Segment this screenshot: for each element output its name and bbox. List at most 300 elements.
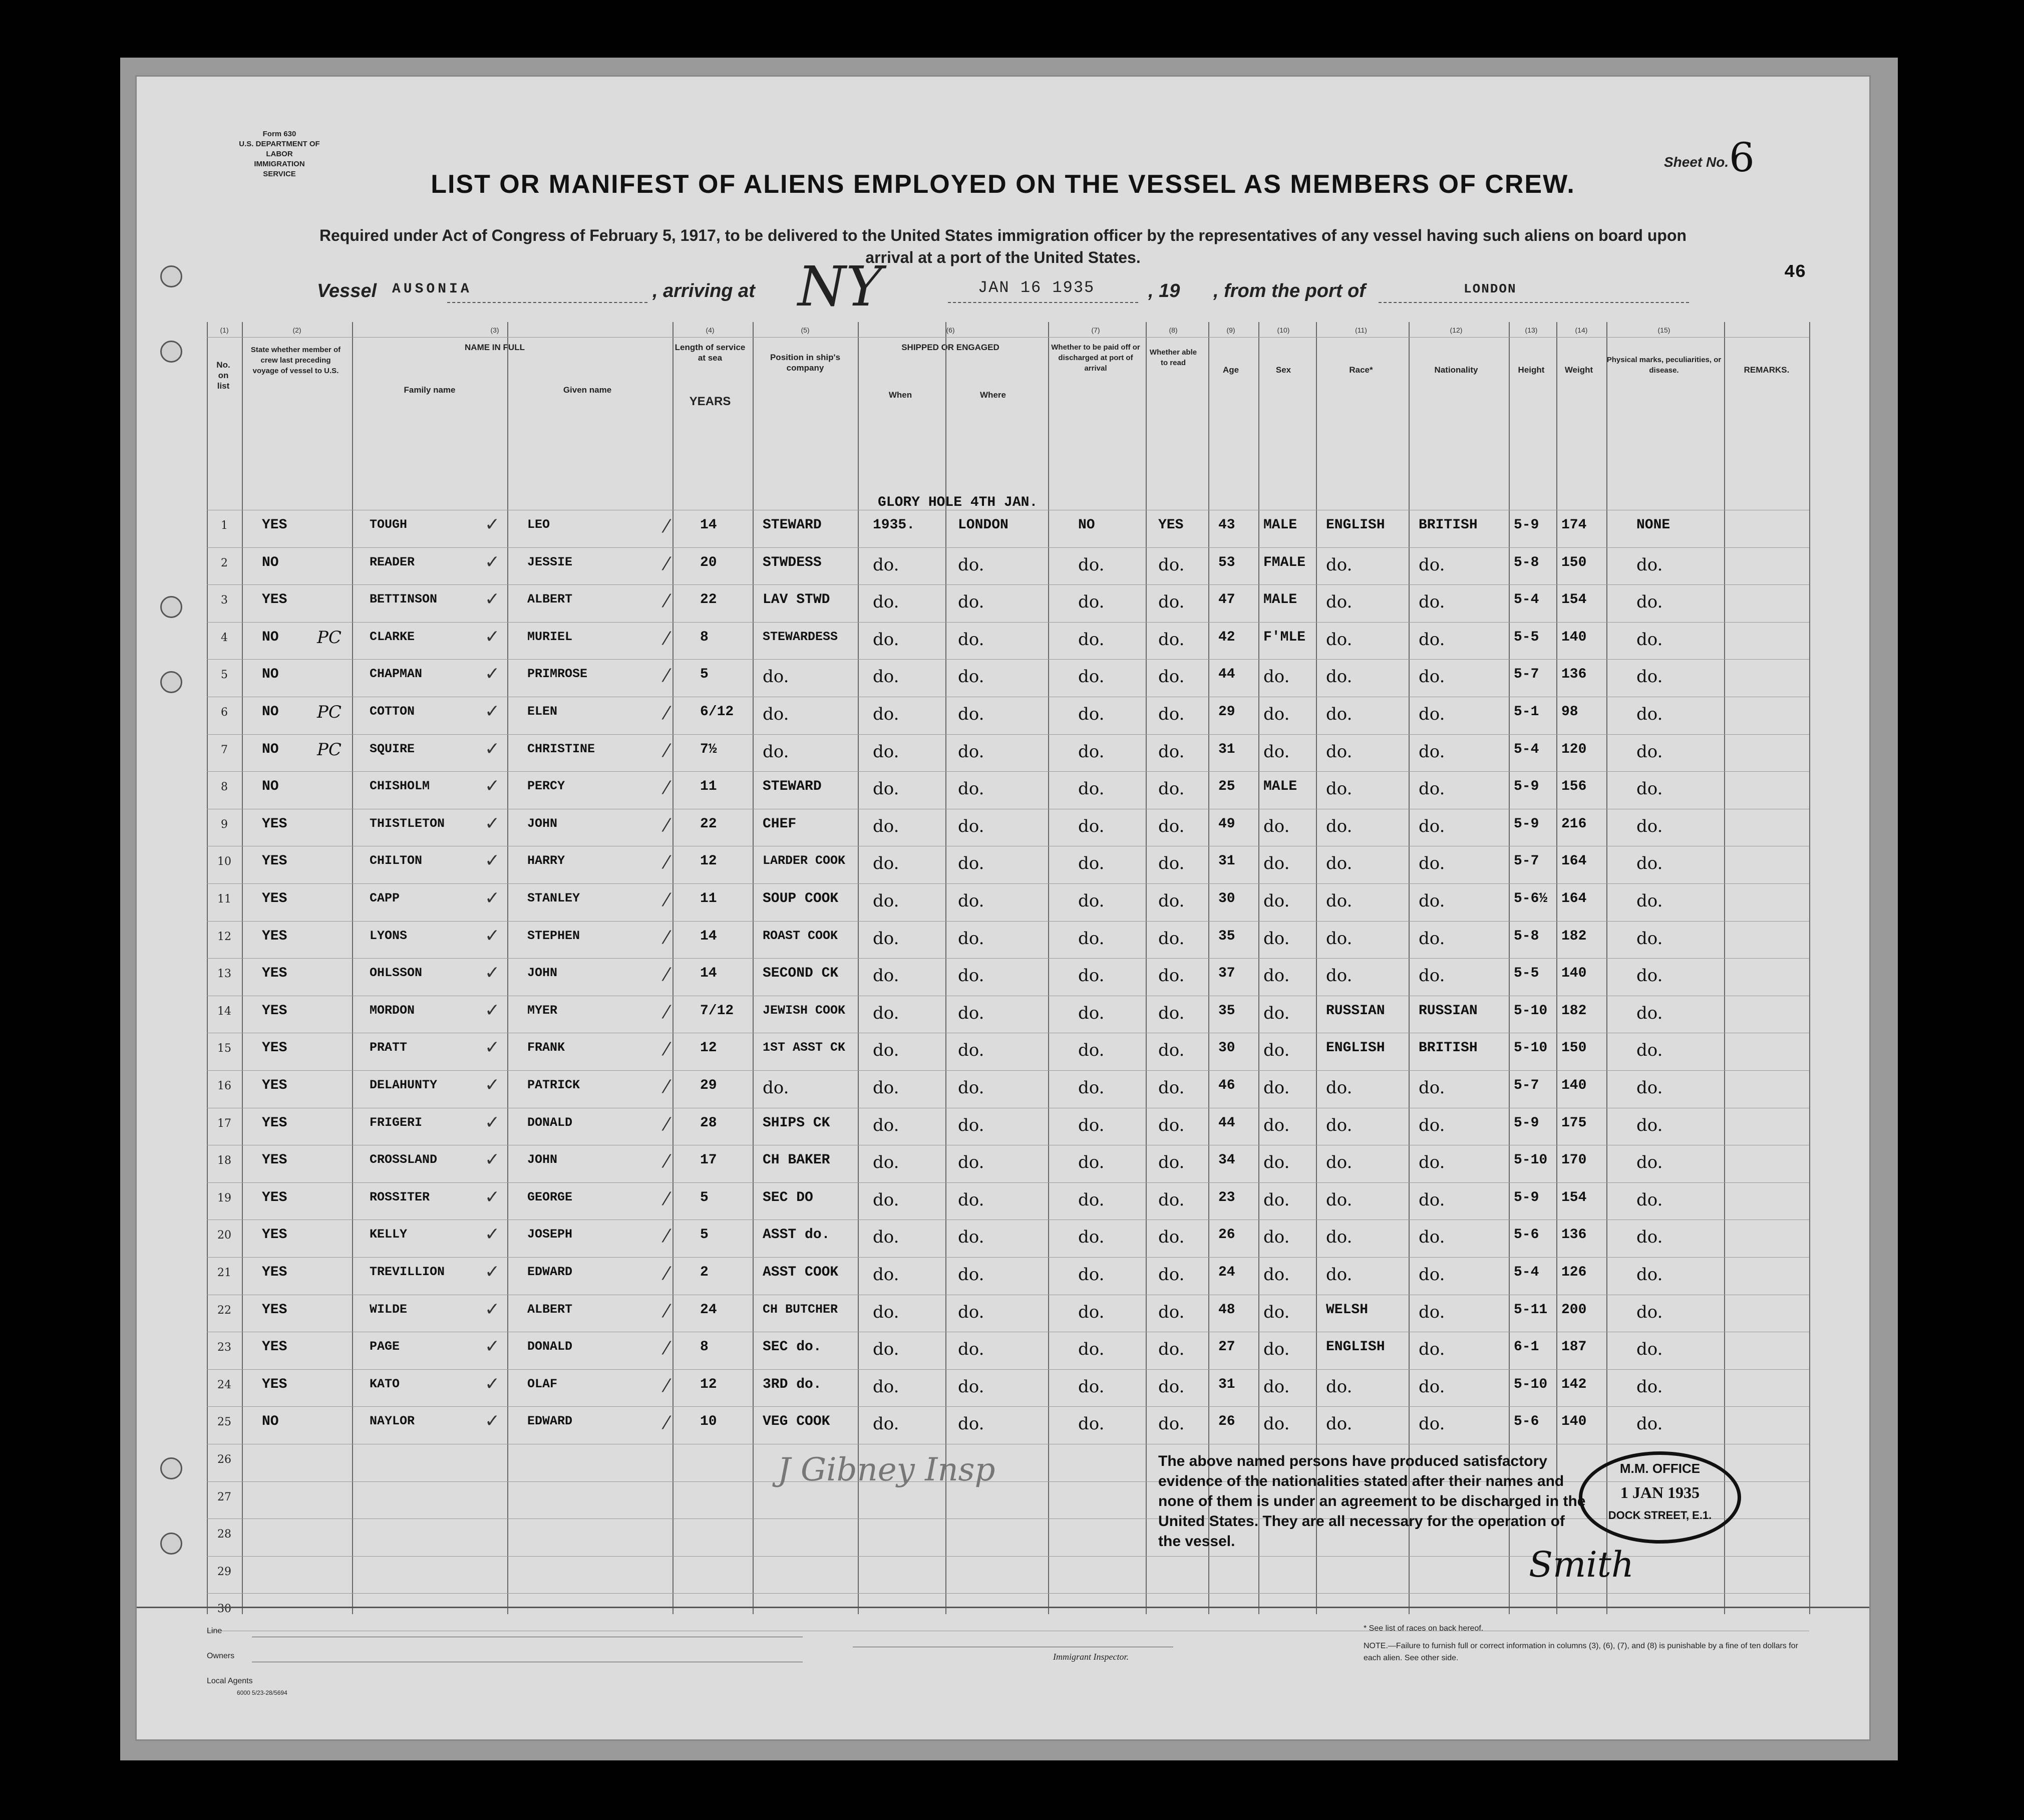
row-rule bbox=[207, 921, 1809, 922]
weight: 150 bbox=[1561, 1040, 1587, 1056]
weight: 182 bbox=[1561, 928, 1587, 944]
family-name: TOUGH bbox=[370, 517, 408, 532]
prev-voyage: YES bbox=[262, 1302, 287, 1318]
weight: 187 bbox=[1561, 1339, 1587, 1355]
race: do. bbox=[1326, 779, 1353, 799]
position: CH BUTCHER bbox=[763, 1302, 838, 1317]
position: SEC DO bbox=[763, 1189, 813, 1205]
position: STEWARDESS bbox=[763, 629, 838, 644]
physical-marks: do. bbox=[1636, 1040, 1663, 1061]
check-mark: ✓ bbox=[485, 701, 500, 722]
able-to-read: do. bbox=[1158, 1414, 1185, 1434]
prev-voyage: NO bbox=[262, 629, 279, 645]
physical-marks: NONE bbox=[1636, 517, 1670, 533]
shipped-when: do. bbox=[873, 554, 899, 575]
master-signature: Smith bbox=[1529, 1544, 1634, 1585]
age: 34 bbox=[1218, 1152, 1235, 1168]
nationality: do. bbox=[1419, 1078, 1445, 1098]
shipped-where: do. bbox=[958, 1115, 984, 1135]
age: 42 bbox=[1218, 629, 1235, 645]
family-name: CHAPMAN bbox=[370, 667, 423, 682]
from-label: , from the port of bbox=[1213, 280, 1366, 301]
shipped-when: do. bbox=[873, 1302, 899, 1322]
physical-marks: do. bbox=[1636, 1003, 1663, 1023]
height: 5-6 bbox=[1514, 1227, 1539, 1243]
column-rule bbox=[1146, 322, 1147, 1614]
footer-line-label: Line bbox=[207, 1627, 222, 1635]
manifest-sheet bbox=[135, 75, 1871, 1741]
department-name: U.S. DEPARTMENT OF LABOR bbox=[239, 140, 320, 158]
age: 46 bbox=[1218, 1078, 1235, 1093]
physical-marks: do. bbox=[1636, 966, 1663, 986]
column-rule bbox=[753, 322, 754, 1614]
able-to-read: do. bbox=[1158, 928, 1185, 949]
col-header-no: No. on list bbox=[216, 360, 230, 391]
prev-voyage: YES bbox=[262, 1078, 287, 1093]
nationality: do. bbox=[1419, 816, 1445, 836]
given-name: JOHN bbox=[527, 816, 558, 831]
age: 30 bbox=[1218, 1040, 1235, 1056]
column-number: (15) bbox=[1657, 326, 1670, 334]
race: do. bbox=[1326, 1078, 1353, 1098]
column-rule bbox=[858, 322, 859, 1614]
paid-off: do. bbox=[1078, 928, 1105, 949]
footer-agents-label: Local Agents bbox=[207, 1677, 253, 1685]
shipped-when: do. bbox=[873, 667, 899, 687]
family-name: PAGE bbox=[370, 1339, 400, 1354]
row-rule bbox=[207, 1593, 1809, 1594]
given-name: JESSIE bbox=[527, 554, 573, 569]
col-header-nationality: Nationality bbox=[1434, 365, 1478, 375]
column-rule bbox=[207, 322, 208, 1614]
nationality: BRITISH bbox=[1419, 517, 1478, 533]
physical-marks: do. bbox=[1636, 1265, 1663, 1285]
age: 30 bbox=[1218, 891, 1235, 906]
row-number: 17 bbox=[217, 1117, 231, 1130]
physical-marks: do. bbox=[1636, 1339, 1663, 1360]
family-name: READER bbox=[370, 554, 415, 569]
weight: 126 bbox=[1561, 1265, 1587, 1280]
col-header-given: Given name bbox=[563, 385, 612, 395]
prev-voyage: YES bbox=[262, 1152, 287, 1168]
nationality: do. bbox=[1419, 592, 1445, 613]
position: 3RD do. bbox=[763, 1376, 822, 1392]
check-mark: ✓ bbox=[485, 551, 500, 572]
shipped-where: do. bbox=[958, 1189, 984, 1210]
prev-voyage: YES bbox=[262, 816, 287, 832]
row-number: 9 bbox=[221, 818, 228, 831]
able-to-read: do. bbox=[1158, 1189, 1185, 1210]
column-rule bbox=[242, 322, 243, 1614]
column-number: (10) bbox=[1277, 326, 1290, 334]
height: 5-10 bbox=[1514, 1152, 1548, 1168]
able-to-read: YES bbox=[1158, 517, 1184, 533]
given-name: GEORGE bbox=[527, 1189, 573, 1204]
height: 5-4 bbox=[1514, 1265, 1539, 1280]
weight: 140 bbox=[1561, 1414, 1587, 1430]
row-number: 24 bbox=[217, 1378, 231, 1391]
shipped-when: do. bbox=[873, 816, 899, 836]
column-rule bbox=[1409, 322, 1410, 1614]
family-name: CHISHOLM bbox=[370, 779, 430, 794]
weight: 136 bbox=[1561, 667, 1587, 683]
shipped-note: GLORY HOLE 4TH JAN. bbox=[878, 495, 1038, 510]
tick-mark: ⁄ bbox=[665, 628, 668, 649]
shipped-where: do. bbox=[958, 1003, 984, 1023]
able-to-read: do. bbox=[1158, 816, 1185, 836]
page-subtitle: Required under Act of Congress of February 5, 1917, to be delivered to the United States immigration officer by the representatives of any vessel having such aliens on board upon arrival at a port of the United States. bbox=[319, 226, 1687, 266]
prev-voyage: YES bbox=[262, 1227, 287, 1243]
sex: MALE bbox=[1263, 517, 1297, 533]
row-number: 16 bbox=[217, 1080, 231, 1092]
weight: 150 bbox=[1561, 554, 1587, 570]
race: do. bbox=[1326, 891, 1353, 911]
weight: 140 bbox=[1561, 629, 1587, 645]
service-length: 5 bbox=[700, 1189, 709, 1205]
row-number: 23 bbox=[217, 1341, 231, 1354]
able-to-read: do. bbox=[1158, 1115, 1185, 1135]
shipped-where: do. bbox=[958, 928, 984, 949]
check-mark: ✓ bbox=[485, 776, 500, 797]
age: 44 bbox=[1218, 1115, 1235, 1131]
weight: 154 bbox=[1561, 592, 1587, 608]
physical-marks: do. bbox=[1636, 1078, 1663, 1098]
position: ROAST COOK bbox=[763, 928, 838, 943]
service-length: 14 bbox=[700, 966, 717, 982]
age: 48 bbox=[1218, 1302, 1235, 1318]
sex: do. bbox=[1263, 816, 1290, 836]
race: do. bbox=[1326, 1115, 1353, 1135]
pc-annotation: PC bbox=[317, 627, 342, 648]
col-header-read: Whether able to read bbox=[1149, 348, 1197, 367]
shipped-when: do. bbox=[873, 1376, 899, 1397]
sex: do. bbox=[1263, 1376, 1290, 1397]
race: ENGLISH bbox=[1326, 1040, 1385, 1056]
given-name: EDWARD bbox=[527, 1414, 573, 1429]
paid-off: do. bbox=[1078, 629, 1105, 650]
position: LARDER COOK bbox=[763, 853, 846, 868]
paid-off: NO bbox=[1078, 517, 1095, 533]
shipped-where: do. bbox=[958, 1302, 984, 1322]
prev-voyage: YES bbox=[262, 1376, 287, 1392]
column-rule bbox=[507, 322, 508, 1614]
service-length: 8 bbox=[700, 629, 709, 645]
family-name: KATO bbox=[370, 1376, 400, 1391]
age: 26 bbox=[1218, 1414, 1235, 1430]
row-number: 19 bbox=[217, 1191, 231, 1204]
nationality: do. bbox=[1419, 1189, 1445, 1210]
nationality: do. bbox=[1419, 1376, 1445, 1397]
arriving-label: , arriving at bbox=[652, 280, 755, 301]
given-name: HARRY bbox=[527, 853, 565, 868]
age: 26 bbox=[1218, 1227, 1235, 1243]
prev-voyage: YES bbox=[262, 1003, 287, 1019]
prev-voyage: YES bbox=[262, 966, 287, 982]
column-rule bbox=[1809, 322, 1810, 1614]
shipped-when: do. bbox=[873, 1152, 899, 1173]
col-header-service-unit: YEARS bbox=[689, 395, 731, 408]
prev-voyage: YES bbox=[262, 592, 287, 608]
weight: 98 bbox=[1561, 704, 1578, 720]
physical-marks: do. bbox=[1636, 1414, 1663, 1434]
race: do. bbox=[1326, 1189, 1353, 1210]
col-header-where: Where bbox=[980, 390, 1006, 400]
able-to-read: do. bbox=[1158, 741, 1185, 762]
race: do. bbox=[1326, 592, 1353, 613]
height: 5-5 bbox=[1514, 966, 1539, 982]
position: do. bbox=[763, 704, 789, 724]
service-length: 22 bbox=[700, 816, 717, 832]
prev-voyage: YES bbox=[262, 1265, 287, 1280]
height: 5-6½ bbox=[1514, 891, 1548, 906]
row-number: 28 bbox=[217, 1528, 231, 1541]
row-rule bbox=[207, 1182, 1809, 1183]
prev-voyage: NO bbox=[262, 741, 279, 757]
shipped-when: do. bbox=[873, 1040, 899, 1061]
race: do. bbox=[1326, 741, 1353, 762]
row-rule bbox=[207, 659, 1809, 660]
race: do. bbox=[1326, 966, 1353, 986]
tick-mark: ⁄ bbox=[665, 740, 668, 761]
prev-voyage: NO bbox=[262, 779, 279, 795]
row-number: 5 bbox=[221, 669, 228, 682]
nationality: do. bbox=[1419, 966, 1445, 986]
family-name: CLARKE bbox=[370, 629, 415, 644]
shipped-where: do. bbox=[958, 1265, 984, 1285]
row-number: 20 bbox=[217, 1229, 231, 1242]
paid-off: do. bbox=[1078, 1265, 1105, 1285]
race: do. bbox=[1326, 1265, 1353, 1285]
age: 53 bbox=[1218, 554, 1235, 570]
given-name: PRIMROSE bbox=[527, 667, 588, 682]
family-name: OHLSSON bbox=[370, 966, 423, 981]
weight: 154 bbox=[1561, 1189, 1587, 1205]
physical-marks: do. bbox=[1636, 891, 1663, 911]
family-name: BETTINSON bbox=[370, 592, 438, 607]
physical-marks: do. bbox=[1636, 1152, 1663, 1173]
column-number: (3) bbox=[490, 326, 499, 334]
year-prefix: , 19 bbox=[1148, 280, 1180, 301]
nationality: do. bbox=[1419, 704, 1445, 724]
family-name: CROSSLAND bbox=[370, 1152, 438, 1167]
tick-mark: ⁄ bbox=[665, 965, 668, 986]
weight: 216 bbox=[1561, 816, 1587, 832]
column-number: (12) bbox=[1450, 326, 1463, 334]
prev-voyage: NO bbox=[262, 704, 279, 720]
physical-marks: do. bbox=[1636, 704, 1663, 724]
family-name: MORDON bbox=[370, 1003, 415, 1018]
binder-hole bbox=[160, 265, 182, 287]
physical-marks: do. bbox=[1636, 554, 1663, 575]
age: 23 bbox=[1218, 1189, 1235, 1205]
row-number: 15 bbox=[217, 1042, 231, 1055]
family-name: SQUIRE bbox=[370, 741, 415, 756]
weight: 140 bbox=[1561, 1078, 1587, 1093]
check-mark: ✓ bbox=[485, 1299, 500, 1320]
shipped-where: do. bbox=[958, 629, 984, 650]
paid-off: do. bbox=[1078, 966, 1105, 986]
position: SHIPS CK bbox=[763, 1115, 830, 1131]
weight: 156 bbox=[1561, 779, 1587, 795]
tick-mark: ⁄ bbox=[665, 1002, 668, 1023]
sex: MALE bbox=[1263, 779, 1297, 795]
service-length: 2 bbox=[700, 1265, 709, 1280]
shipped-where: do. bbox=[958, 1040, 984, 1061]
row-rule bbox=[207, 547, 1809, 548]
binder-hole bbox=[160, 341, 182, 363]
family-name: THISTLETON bbox=[370, 816, 445, 831]
family-name: PRATT bbox=[370, 1040, 408, 1055]
age: 35 bbox=[1218, 1003, 1235, 1019]
paid-off: do. bbox=[1078, 1078, 1105, 1098]
tick-mark: ⁄ bbox=[665, 1077, 668, 1097]
given-name: EDWARD bbox=[527, 1265, 573, 1279]
able-to-read: do. bbox=[1158, 1003, 1185, 1023]
column-number: (4) bbox=[706, 326, 715, 334]
prev-voyage: YES bbox=[262, 853, 287, 869]
column-rule bbox=[1208, 322, 1209, 1614]
tick-mark: ⁄ bbox=[665, 1039, 668, 1060]
given-name: CHRISTINE bbox=[527, 741, 595, 756]
age: 37 bbox=[1218, 966, 1235, 982]
physical-marks: do. bbox=[1636, 1189, 1663, 1210]
race: do. bbox=[1326, 1414, 1353, 1434]
position: do. bbox=[763, 1078, 789, 1098]
form-number: Form 630 bbox=[262, 130, 296, 138]
footer-fine-note: NOTE.—Failure to furnish full or correct information in columns (3), (6), (7), and (8) is punishable by a fine of ten dollars for each alien. See other side. bbox=[1364, 1642, 1798, 1662]
row-number: 11 bbox=[217, 893, 231, 905]
physical-marks: do. bbox=[1636, 779, 1663, 799]
nationality: do. bbox=[1419, 667, 1445, 687]
column-rule bbox=[1509, 322, 1510, 1614]
weight: 164 bbox=[1561, 891, 1587, 906]
shipped-where: LONDON bbox=[958, 517, 1008, 533]
service-length: 11 bbox=[700, 779, 717, 795]
given-name: JOHN bbox=[527, 966, 558, 981]
row-number: 22 bbox=[217, 1304, 231, 1317]
stamp-top: M.M. OFFICE bbox=[1619, 1461, 1701, 1476]
height: 5-4 bbox=[1514, 741, 1539, 757]
able-to-read: do. bbox=[1158, 853, 1185, 874]
age: 25 bbox=[1218, 779, 1235, 795]
able-to-read: do. bbox=[1158, 629, 1185, 650]
given-name: ALBERT bbox=[527, 1302, 573, 1317]
column-rule bbox=[1556, 322, 1557, 1614]
sex: do. bbox=[1263, 1189, 1290, 1210]
age: 27 bbox=[1218, 1339, 1235, 1355]
position: CHEF bbox=[763, 816, 797, 832]
position: STWDESS bbox=[763, 554, 822, 570]
paid-off: do. bbox=[1078, 853, 1105, 874]
weight: 136 bbox=[1561, 1227, 1587, 1243]
weight: 182 bbox=[1561, 1003, 1587, 1019]
shipped-where: do. bbox=[958, 1078, 984, 1098]
service-length: 17 bbox=[700, 1152, 717, 1168]
service-length: 29 bbox=[700, 1078, 717, 1093]
shipped-where: do. bbox=[958, 554, 984, 575]
pc-annotation: PC bbox=[317, 739, 342, 760]
check-mark: ✓ bbox=[485, 1112, 500, 1133]
physical-marks: do. bbox=[1636, 1227, 1663, 1248]
height: 5-7 bbox=[1514, 1078, 1539, 1093]
weight: 175 bbox=[1561, 1115, 1587, 1131]
family-name: FRIGERI bbox=[370, 1115, 423, 1130]
physical-marks: do. bbox=[1636, 1302, 1663, 1322]
height: 5-9 bbox=[1514, 816, 1539, 832]
height: 5-9 bbox=[1514, 779, 1539, 795]
check-mark: ✓ bbox=[485, 738, 500, 759]
weight: 120 bbox=[1561, 741, 1587, 757]
column-number: (6) bbox=[946, 326, 955, 334]
tick-mark: ⁄ bbox=[665, 553, 668, 574]
height: 5-1 bbox=[1514, 704, 1539, 720]
sex: do. bbox=[1263, 966, 1290, 986]
paid-off: do. bbox=[1078, 1227, 1105, 1248]
row-rule bbox=[207, 584, 1809, 585]
row-number: 27 bbox=[217, 1490, 231, 1503]
weight: 170 bbox=[1561, 1152, 1587, 1168]
binder-hole bbox=[160, 596, 182, 618]
race: RUSSIAN bbox=[1326, 1003, 1385, 1019]
crew-table bbox=[207, 322, 1809, 1614]
column-number: (1) bbox=[220, 326, 229, 334]
sex: do. bbox=[1263, 928, 1290, 949]
nationality: do. bbox=[1419, 779, 1445, 799]
footer-print-code: 6000 5/23-28/5694 bbox=[237, 1689, 287, 1696]
height: 5-5 bbox=[1514, 629, 1539, 645]
tick-mark: ⁄ bbox=[665, 1413, 668, 1434]
weight: 200 bbox=[1561, 1302, 1587, 1318]
footer-inspector-label: Immigrant Inspector. bbox=[1053, 1652, 1129, 1662]
shipped-when: do. bbox=[873, 1078, 899, 1098]
shipped-where: do. bbox=[958, 966, 984, 986]
able-to-read: do. bbox=[1158, 1376, 1185, 1397]
able-to-read: do. bbox=[1158, 704, 1185, 724]
row-number: 2 bbox=[221, 556, 228, 569]
race: do. bbox=[1326, 1376, 1353, 1397]
shipped-when: do. bbox=[873, 1115, 899, 1135]
row-rule bbox=[207, 734, 1809, 735]
footer-races-note: * See list of races on back hereof. bbox=[1364, 1624, 1484, 1633]
col-header-paid-off: Whether to be paid off or discharged at port of arrival bbox=[1051, 343, 1140, 373]
height: 5-9 bbox=[1514, 1115, 1539, 1131]
shipped-where: do. bbox=[958, 704, 984, 724]
check-mark: ✓ bbox=[485, 664, 500, 685]
position: 1ST ASST CK bbox=[763, 1040, 846, 1055]
able-to-read: do. bbox=[1158, 1040, 1185, 1061]
service-length: 7/12 bbox=[700, 1003, 734, 1019]
column-number: (13) bbox=[1525, 326, 1538, 334]
sex: do. bbox=[1263, 1152, 1290, 1173]
col-header-position: Position in ship's company bbox=[770, 353, 841, 373]
weight: 140 bbox=[1561, 966, 1587, 982]
row-number: 4 bbox=[221, 631, 228, 644]
shipped-where: do. bbox=[958, 891, 984, 911]
shipped-where: do. bbox=[958, 1376, 984, 1397]
sex: do. bbox=[1263, 1078, 1290, 1098]
row-rule bbox=[207, 1406, 1809, 1407]
prev-voyage: NO bbox=[262, 554, 279, 570]
service-length: 14 bbox=[700, 928, 717, 944]
row-number: 1 bbox=[221, 519, 228, 532]
prev-voyage: YES bbox=[262, 1040, 287, 1056]
shipped-where: do. bbox=[958, 1227, 984, 1248]
shipped-where: do. bbox=[958, 1414, 984, 1434]
row-rule bbox=[207, 622, 1809, 623]
shipped-when: do. bbox=[873, 704, 899, 724]
family-name: CAPP bbox=[370, 891, 400, 905]
paid-off: do. bbox=[1078, 779, 1105, 799]
